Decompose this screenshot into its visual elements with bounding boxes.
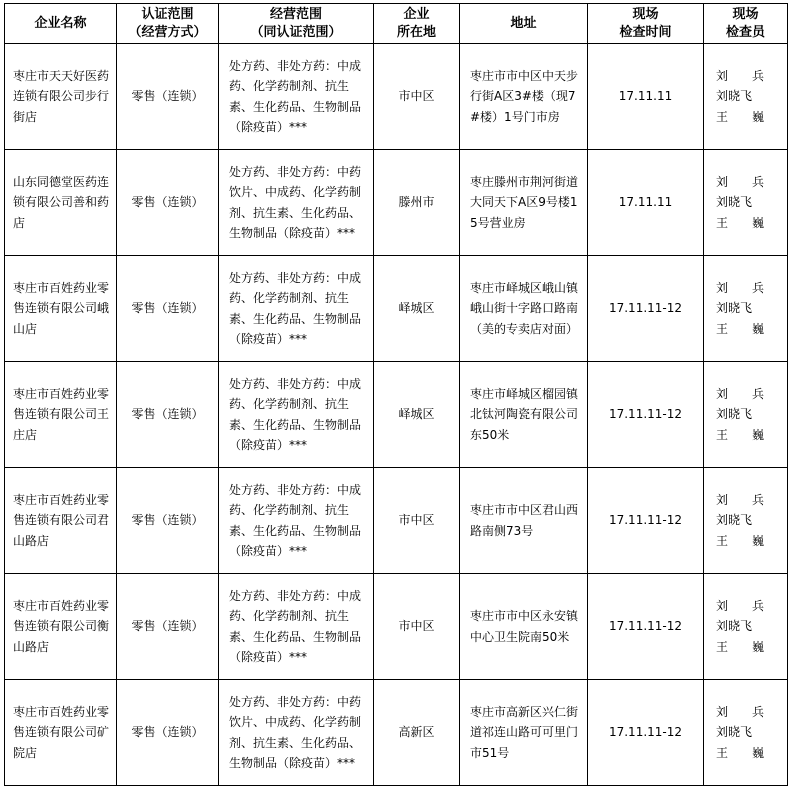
inspector-name: 刘晓飞 bbox=[716, 195, 753, 210]
location: 市中区 bbox=[374, 574, 460, 680]
address: 枣庄市市中区中天步行街A区3#楼（现7#楼）1号门市房 bbox=[460, 44, 588, 150]
business-scope: 处方药、非处方药：中药饮片、中成药、化学药制剂、抗生素、生化药品、生物制品（除疫苗）*** bbox=[219, 150, 374, 256]
cert-scope: 零售（连锁） bbox=[117, 150, 219, 256]
inspector-name: 刘 兵 bbox=[716, 492, 765, 507]
location: 峄城区 bbox=[374, 256, 460, 362]
company-name: 枣庄市百姓药业零售连锁有限公司王庄店 bbox=[5, 362, 117, 468]
location: 峄城区 bbox=[374, 362, 460, 468]
business-scope: 处方药、非处方药：中成药、化学药制剂、抗生素、生化药品、生物制品（除疫苗）*** bbox=[219, 468, 374, 574]
cert-scope: 零售（连锁） bbox=[117, 44, 219, 150]
inspectors bbox=[704, 680, 788, 786]
header-inspector: 现场 检查员 bbox=[704, 4, 788, 44]
header-location: 企业 所在地 bbox=[374, 4, 460, 44]
business-scope: 处方药、非处方药：中成药、化学药制剂、抗生素、生化药品、生物制品（除疫苗）*** bbox=[219, 574, 374, 680]
cert-scope: 零售（连锁） bbox=[117, 574, 219, 680]
header-business-scope: 经营范围 （同认证范围） bbox=[219, 4, 374, 44]
header-row bbox=[5, 4, 788, 44]
table-row bbox=[5, 150, 788, 256]
location: 高新区 bbox=[374, 680, 460, 786]
inspector-name: 刘 兵 bbox=[716, 704, 765, 719]
inspector-name: 刘 兵 bbox=[716, 174, 765, 189]
cert-scope: 零售（连锁） bbox=[117, 680, 219, 786]
cert-scope: 零售（连锁） bbox=[117, 362, 219, 468]
inspector-name: 刘晓飞 bbox=[716, 89, 753, 104]
inspector-name: 刘晓飞 bbox=[716, 407, 753, 422]
location: 市中区 bbox=[374, 44, 460, 150]
header-time: 现场 检查时间 bbox=[588, 4, 704, 44]
address: 枣庄市市中区君山西路南侧73号 bbox=[460, 468, 588, 574]
location: 滕州市 bbox=[374, 150, 460, 256]
inspector-name: 刘 兵 bbox=[716, 386, 765, 401]
header-cert-scope: 认证范围 （经营方式） bbox=[117, 4, 219, 44]
table-row bbox=[5, 44, 788, 150]
company-name: 枣庄市百姓药业零售连锁有限公司峨山店 bbox=[5, 256, 117, 362]
inspection-time: 17.11.11-12 bbox=[588, 362, 704, 468]
inspector-name: 刘 兵 bbox=[716, 598, 765, 613]
address: 枣庄市市中区永安镇中心卫生院南50米 bbox=[460, 574, 588, 680]
cert-scope: 零售（连锁） bbox=[117, 256, 219, 362]
inspection-time: 17.11.11 bbox=[588, 44, 704, 150]
cert-scope: 零售（连锁） bbox=[117, 468, 219, 574]
inspection-time: 17.11.11-12 bbox=[588, 680, 704, 786]
inspector-name: 刘晓飞 bbox=[716, 301, 753, 316]
inspection-time: 17.11.11-12 bbox=[588, 574, 704, 680]
company-name: 枣庄市百姓药业零售连锁有限公司君山路店 bbox=[5, 468, 117, 574]
inspection-time: 17.11.11 bbox=[588, 150, 704, 256]
location: 市中区 bbox=[374, 468, 460, 574]
inspectors bbox=[704, 362, 788, 468]
inspection-time: 17.11.11-12 bbox=[588, 468, 704, 574]
table-row bbox=[5, 468, 788, 574]
inspector-name: 刘晓飞 bbox=[716, 513, 753, 528]
company-name: 枣庄市百姓药业零售连锁有限公司矿院店 bbox=[5, 680, 117, 786]
business-scope: 处方药、非处方药：中成药、化学药制剂、抗生素、生化药品、生物制品（除疫苗）*** bbox=[219, 362, 374, 468]
business-scope: 处方药、非处方药：中药饮片、中成药、化学药制剂、抗生素、生化药品、生物制品（除疫苗）*** bbox=[219, 680, 374, 786]
inspectors bbox=[704, 256, 788, 362]
inspectors bbox=[704, 150, 788, 256]
inspectors bbox=[704, 468, 788, 574]
company-name: 枣庄市天天好医药连锁有限公司步行街店 bbox=[5, 44, 117, 150]
inspection-time: 17.11.11-12 bbox=[588, 256, 704, 362]
inspector-name: 王 巍 bbox=[716, 321, 765, 336]
inspector-name: 王 巍 bbox=[716, 745, 765, 760]
inspector-name: 刘晓飞 bbox=[716, 725, 753, 740]
inspector-name: 刘晓飞 bbox=[716, 619, 753, 634]
business-scope: 处方药、非处方药：中成药、化学药制剂、抗生素、生化药品、生物制品（除疫苗）*** bbox=[219, 44, 374, 150]
inspector-name: 王 巍 bbox=[716, 533, 765, 548]
table-row bbox=[5, 256, 788, 362]
company-name: 枣庄市百姓药业零售连锁有限公司衡山路店 bbox=[5, 574, 117, 680]
table-row bbox=[5, 362, 788, 468]
inspector-name: 王 巍 bbox=[716, 427, 765, 442]
header-company: 企业名称 bbox=[5, 4, 117, 44]
inspector-name: 王 巍 bbox=[716, 639, 765, 654]
inspection-table bbox=[4, 3, 788, 786]
address: 枣庄市高新区兴仁街道祁连山路可可里门市51号 bbox=[460, 680, 588, 786]
header-address: 地址 bbox=[460, 4, 588, 44]
inspector-name: 王 巍 bbox=[716, 109, 765, 124]
inspectors bbox=[704, 44, 788, 150]
business-scope: 处方药、非处方药：中成药、化学药制剂、抗生素、生化药品、生物制品（除疫苗）*** bbox=[219, 256, 374, 362]
address: 枣庄市峄城区榴园镇北钛河陶瓷有限公司东50米 bbox=[460, 362, 588, 468]
company-name: 山东同德堂医药连锁有限公司善和药店 bbox=[5, 150, 117, 256]
address: 枣庄市峄城区峨山镇峨山街十字路口路南（美的专卖店对面） bbox=[460, 256, 588, 362]
inspector-name: 刘 兵 bbox=[716, 68, 765, 83]
table-row bbox=[5, 680, 788, 786]
table-row bbox=[5, 574, 788, 680]
inspector-name: 刘 兵 bbox=[716, 280, 765, 295]
address: 枣庄滕州市荆河街道大同天下A区9号楼15号营业房 bbox=[460, 150, 588, 256]
inspector-name: 王 巍 bbox=[716, 215, 765, 230]
inspectors bbox=[704, 574, 788, 680]
